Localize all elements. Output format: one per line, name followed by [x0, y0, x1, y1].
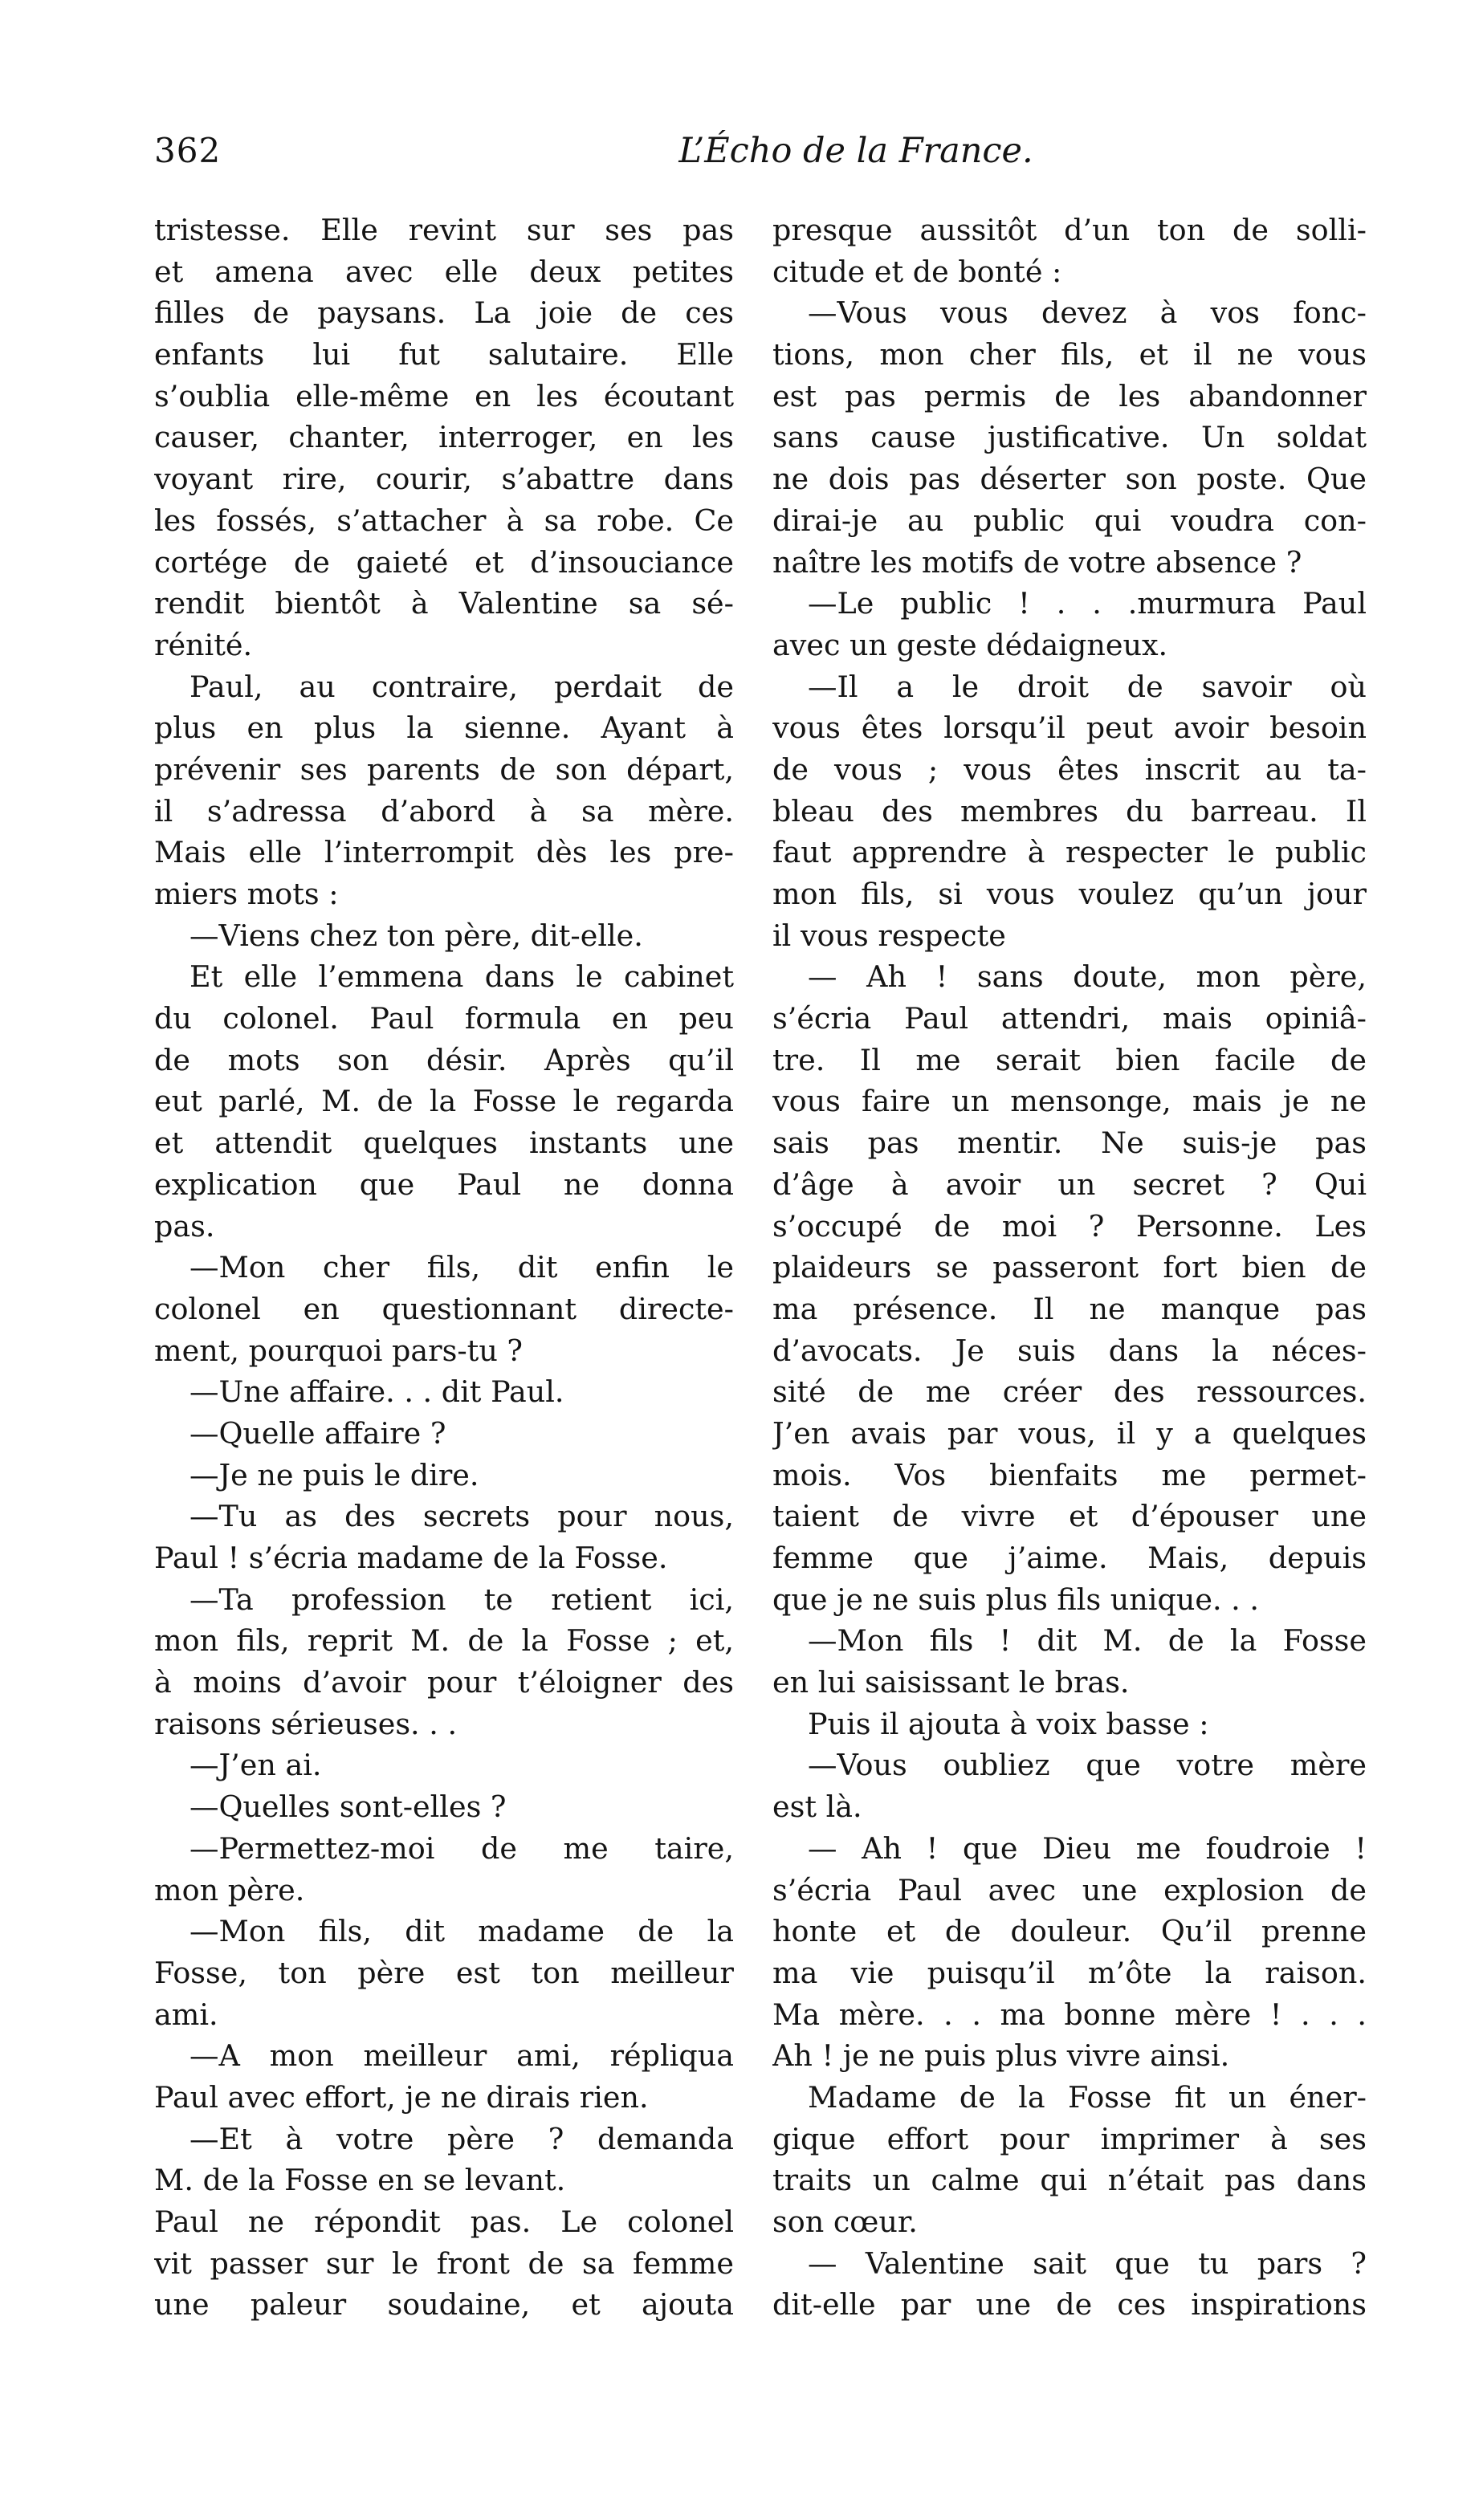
text-line: —Je ne puis le dire.	[189, 1457, 479, 1492]
text-line: mois. Vos bienfaits me permet-	[772, 1457, 1367, 1492]
text-line: —Viens chez ton père, dit-elle.	[189, 918, 643, 953]
text-line: naître les motifs de votre absence ?	[772, 544, 1302, 580]
text-line: tristesse. Elle revint sur ses pas	[154, 213, 734, 247]
text-line: causer, chanter, interroger, en les	[154, 420, 734, 455]
text-line: Puis il ajouta à voix basse :	[808, 1706, 1209, 1741]
text-line: en lui saisissant le bras.	[772, 1665, 1130, 1700]
text-line: miers mots :	[154, 877, 339, 911]
text-line: cortége de gaieté et d’insouciance	[154, 544, 734, 580]
text-line: —Le public ! . . .murmura Paul	[808, 586, 1367, 621]
text-line: rendit bientôt à Valentine sa sé-	[154, 586, 734, 621]
text-line: eut parlé, M. de la Fosse le regarda	[154, 1084, 734, 1119]
text-line: colonel en questionnant directe-	[154, 1291, 734, 1326]
text-line: est pas permis de les abandonner	[772, 378, 1367, 413]
text-line: —Quelle affaire ?	[189, 1415, 446, 1451]
text-line: —Ta profession te retient ici,	[189, 1582, 734, 1617]
text-line: filles de paysans. La joie de ces	[154, 295, 734, 331]
text-line: taient de vivre et d’épouser une	[772, 1499, 1367, 1534]
text-line: presque aussitôt d’un ton de solli-	[772, 213, 1367, 247]
text-line: du colonel. Paul formula en peu	[154, 1001, 734, 1036]
text-line: voyant rire, courir, s’abattre dans	[154, 462, 734, 497]
text-line: — Ah ! que Dieu me foudroie !	[808, 1830, 1367, 1866]
text-line: sais pas mentir. Ne suis-je pas	[772, 1126, 1367, 1161]
text-line: ma présence. Il ne manque pas	[772, 1291, 1367, 1326]
text-line: —Il a le droit de savoir où	[808, 669, 1367, 704]
text-line: mon père.	[154, 1872, 305, 1907]
text-line: il s’adressa d’abord à sa mère.	[154, 793, 734, 828]
text-line: —J’en ai.	[189, 1748, 322, 1783]
text-line: à moins d’avoir pour t’éloigner des	[154, 1665, 734, 1700]
text-line: —Et à votre père ? demanda	[189, 2121, 734, 2156]
text-line: J’en avais par vous, il y a quelques	[772, 1415, 1367, 1451]
page-header	[154, 128, 1376, 180]
text-line: de vous ; vous êtes inscrit au ta-	[772, 751, 1367, 787]
text-line: Paul, au contraire, perdait de	[189, 669, 734, 704]
text-line: et attendit quelques instants une	[154, 1126, 734, 1161]
text-line: il vous respecte	[772, 918, 1006, 953]
text-line: —Vous oubliez que votre mère	[808, 1748, 1367, 1783]
text-line: est là.	[772, 1789, 862, 1825]
text-line: traits un calme qui n’était pas dans	[772, 2163, 1367, 2198]
text-line: tre. Il me serait bien facile de	[772, 1042, 1367, 1077]
text-line: M. de la Fosse en se levant.	[154, 2163, 566, 2198]
text-line: plaideurs se passeront fort bien de	[772, 1250, 1367, 1285]
text-line: Paul ! s’écria madame de la Fosse.	[154, 1541, 668, 1575]
text-line: —Vous vous devez à vos fonc-	[808, 295, 1367, 331]
text-line: les fossés, s’attacher à sa robe. Ce	[154, 503, 734, 538]
text-line: Paul avec effort, je ne dirais rien.	[154, 2079, 649, 2115]
text-line: rénité.	[154, 627, 253, 662]
text-line: d’âge à avoir un secret ? Qui	[772, 1166, 1367, 1202]
text-line: —Quelles sont-elles ?	[189, 1789, 507, 1825]
text-line: ami.	[154, 1997, 218, 2032]
text-line: bleau des membres du barreau. Il	[772, 793, 1367, 828]
text-line: —Mon fils, dit madame de la	[189, 1914, 734, 1949]
text-line: — Valentine sait que tu pars ?	[808, 2245, 1367, 2281]
text-line: tions, mon cher fils, et il ne vous	[772, 337, 1367, 373]
text-line: faut apprendre à respecter le public	[772, 835, 1367, 870]
text-line: Et elle l’emmena dans le cabinet	[189, 959, 734, 995]
text-line: citude et de bonté :	[772, 254, 1062, 289]
text-line: ment, pourquoi pars-tu ?	[154, 1333, 523, 1368]
text-line: Madame de la Fosse fit un éner-	[808, 2079, 1367, 2115]
text-line: gique effort pour imprimer à ses	[772, 2121, 1367, 2156]
text-line: que je ne suis plus fils unique. . .	[772, 1582, 1259, 1617]
text-line: Fosse, ton père est ton meilleur	[154, 1955, 734, 1990]
text-line: —Mon cher fils, dit enfin le	[189, 1250, 734, 1285]
page-number: 362	[154, 131, 222, 170]
text-line: sité de me créer des ressources.	[772, 1374, 1367, 1410]
text-line: — Ah ! sans doute, mon père,	[808, 959, 1367, 995]
text-line: explication que Paul ne donna	[154, 1166, 734, 1202]
text-line: prévenir ses parents de son départ,	[154, 751, 734, 787]
text-line: enfants lui fut salutaire. Elle	[154, 337, 734, 373]
text-line: —Une affaire. . . dit Paul.	[189, 1374, 564, 1410]
text-line: —Mon fils ! dit M. de la Fosse	[808, 1623, 1367, 1659]
text-line: dirai-je au public qui voudra con-	[772, 503, 1367, 538]
text-line: s’occupé de moi ? Personne. Les	[772, 1208, 1367, 1244]
text-line: pas.	[154, 1208, 215, 1244]
text-line: une paleur soudaine, et ajouta	[154, 2287, 734, 2323]
text-line: ma vie puisqu’il m’ôte la raison.	[772, 1955, 1367, 1990]
text-line: plus en plus la sienne. Ayant à	[154, 710, 734, 746]
text-line: s’oublia elle-même en les écoutant	[154, 378, 734, 413]
text-line: sans cause justificative. Un soldat	[772, 420, 1367, 455]
text-line: et amena avec elle deux petites	[154, 254, 734, 289]
text-line: ne dois pas déserter son poste. Que	[772, 462, 1367, 497]
text-line: mon fils, si vous voulez qu’un jour	[772, 877, 1367, 911]
right-text-column	[772, 210, 1367, 2326]
text-line: dit-elle par une de ces inspirations	[772, 2287, 1367, 2323]
text-line: s’écria Paul avec une explosion de	[772, 1872, 1367, 1907]
text-line: Paul ne répondit pas. Le colonel	[154, 2204, 734, 2239]
text-line: s’écria Paul attendri, mais opiniâ-	[772, 1001, 1367, 1036]
text-line: Mais elle l’interrompit dès les pre-	[154, 835, 734, 870]
text-line: Ah ! je ne puis plus vivre ainsi.	[772, 2038, 1230, 2074]
text-line: —A mon meilleur ami, répliqua	[189, 2038, 734, 2074]
text-line: raisons sérieuses. . .	[154, 1706, 458, 1741]
text-line: avec un geste dédaigneux.	[772, 627, 1168, 662]
text-line: mon fils, reprit M. de la Fosse ; et,	[154, 1623, 734, 1659]
text-line: vous êtes lorsqu’il peut avoir besoin	[772, 710, 1367, 746]
left-text-column	[154, 210, 734, 2326]
text-line: d’avocats. Je suis dans la néces-	[772, 1333, 1367, 1368]
text-line: —Permettez-moi de me taire,	[189, 1830, 734, 1866]
text-line: —Tu as des secrets pour nous,	[189, 1499, 734, 1534]
text-line: de mots son désir. Après qu’il	[154, 1042, 734, 1077]
text-line: femme que j’aime. Mais, depuis	[772, 1541, 1367, 1575]
text-line: vit passer sur le front de sa femme	[154, 2245, 734, 2281]
text-line: Ma mère. . . ma bonne mère ! . . .	[772, 1997, 1367, 2032]
text-line: vous faire un mensonge, mais je ne	[772, 1084, 1367, 1119]
text-line: son cœur.	[772, 2204, 918, 2239]
running-title: L’Écho de la France.	[678, 131, 1033, 171]
text-line: honte et de douleur. Qu’il prenne	[772, 1914, 1367, 1949]
